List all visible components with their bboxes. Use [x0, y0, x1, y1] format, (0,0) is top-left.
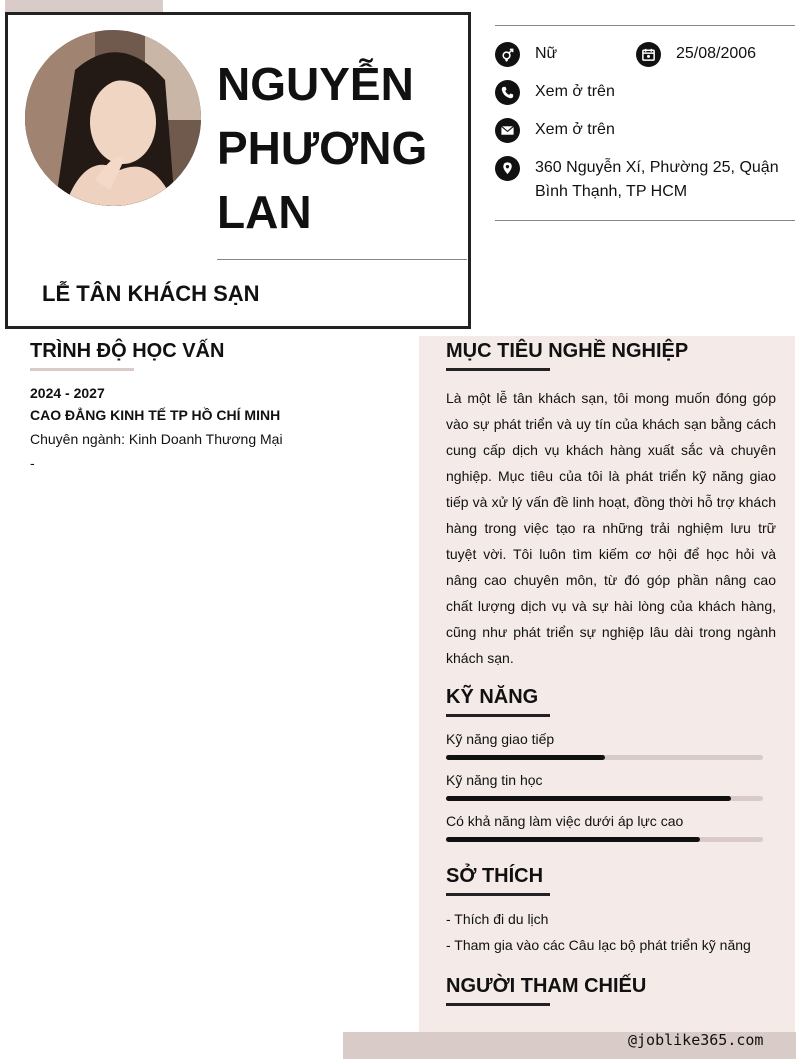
location-pin-icon — [495, 156, 520, 181]
profile-photo — [25, 30, 201, 206]
skill-bar-fill — [446, 796, 731, 801]
references-section — [446, 972, 776, 1040]
education-underline — [30, 368, 134, 371]
info-phone — [495, 80, 785, 105]
info-address — [495, 156, 785, 204]
references-underline — [446, 1003, 550, 1006]
education-school: CAO ĐẲNG KINH TẾ TP HỒ CHÍ MINH — [30, 407, 281, 423]
education-title: TRÌNH ĐỘ HỌC VẤN — [30, 340, 225, 362]
skill-item — [446, 811, 776, 842]
skill-name: Kỹ năng tin học — [446, 772, 543, 788]
objective-text: Là một lễ tân khách sạn, tôi mong muốn đóng góp vào sự phát triển và uy tín của khách sạn bằng cách cung cấp dịch vụ khách hàng xuất sắc và chuyên nghiệp. Mục tiêu của tôi là phát triển kỹ năng giao tiếp và xử lý vấn đề linh hoạt, đồng thời hỗ trợ khách hàng trong việc tạo ra những trải nghiệm lưu trữ tuyệt vời. Tôi luôn tìm kiếm cơ hội để học hỏi và nâng cao chuyên môn, từ đó góp phần nâng cao chất lượng dịch vụ và sự hài lòng của khách hàng, cũng như phát triển sự nghiệp lâu dài trong ngành khách sạn. — [446, 390, 776, 666]
education-section — [30, 337, 400, 471]
name-line: LAN — [217, 186, 312, 238]
name-line: PHƯƠNG — [217, 122, 428, 174]
info-email — [495, 118, 785, 143]
references-title: NGƯỜI THAM CHIẾU — [446, 975, 647, 997]
mail-icon — [495, 118, 520, 143]
phone-icon — [495, 80, 520, 105]
skill-bar-fill — [446, 755, 605, 760]
objective-underline — [446, 368, 550, 371]
info-top-divider — [495, 25, 795, 26]
hobby-item: - Thích đi du lịch — [446, 911, 549, 927]
objective-section — [446, 337, 776, 671]
right-column — [446, 337, 776, 1040]
info-gender — [495, 42, 625, 67]
info-birthdate — [636, 42, 796, 67]
hobbies-section — [446, 862, 776, 958]
candidate-name — [217, 52, 457, 244]
education-major: Chuyên ngành: Kinh Doanh Thương Mại — [30, 431, 283, 447]
education-years: 2024 - 2027 — [30, 385, 105, 401]
skill-bar — [446, 837, 763, 842]
name-line: NGUYỄN — [217, 58, 414, 110]
skill-name: Kỹ năng giao tiếp — [446, 731, 555, 747]
email-value: Xem ở trên — [535, 121, 615, 138]
address-value: 360 Nguyễn Xí, Phường 25, Quận Bình Thạnh, TP HCM — [535, 159, 779, 200]
job-title: LỄ TÂN KHÁCH SẠN — [42, 281, 260, 306]
skill-bar — [446, 755, 763, 760]
skill-item — [446, 729, 776, 760]
calendar-icon — [636, 42, 661, 67]
skill-name: Có khả năng làm việc dưới áp lực cao — [446, 813, 684, 829]
skills-section — [446, 683, 776, 842]
header-divider — [217, 259, 467, 260]
gender-icon — [495, 42, 520, 67]
footer-watermark: @joblike365.com — [628, 1031, 764, 1049]
birthdate-value: 25/08/2006 — [676, 45, 757, 62]
gender-value: Nữ — [535, 45, 558, 62]
skill-item — [446, 770, 776, 801]
skill-bar-fill — [446, 837, 700, 842]
objective-title: MỤC TIÊU NGHỀ NGHIỆP — [446, 340, 689, 362]
hobbies-title: SỞ THÍCH — [446, 865, 544, 887]
hobbies-underline — [446, 893, 550, 896]
skills-underline — [446, 714, 550, 717]
skill-bar — [446, 796, 763, 801]
hobby-item: - Tham gia vào các Câu lạc bộ phát triển kỹ năng — [446, 937, 751, 953]
phone-value: Xem ở trên — [535, 83, 615, 100]
skills-title: KỸ NĂNG — [446, 686, 539, 708]
info-bottom-divider — [495, 220, 795, 221]
education-note: - — [30, 455, 35, 471]
